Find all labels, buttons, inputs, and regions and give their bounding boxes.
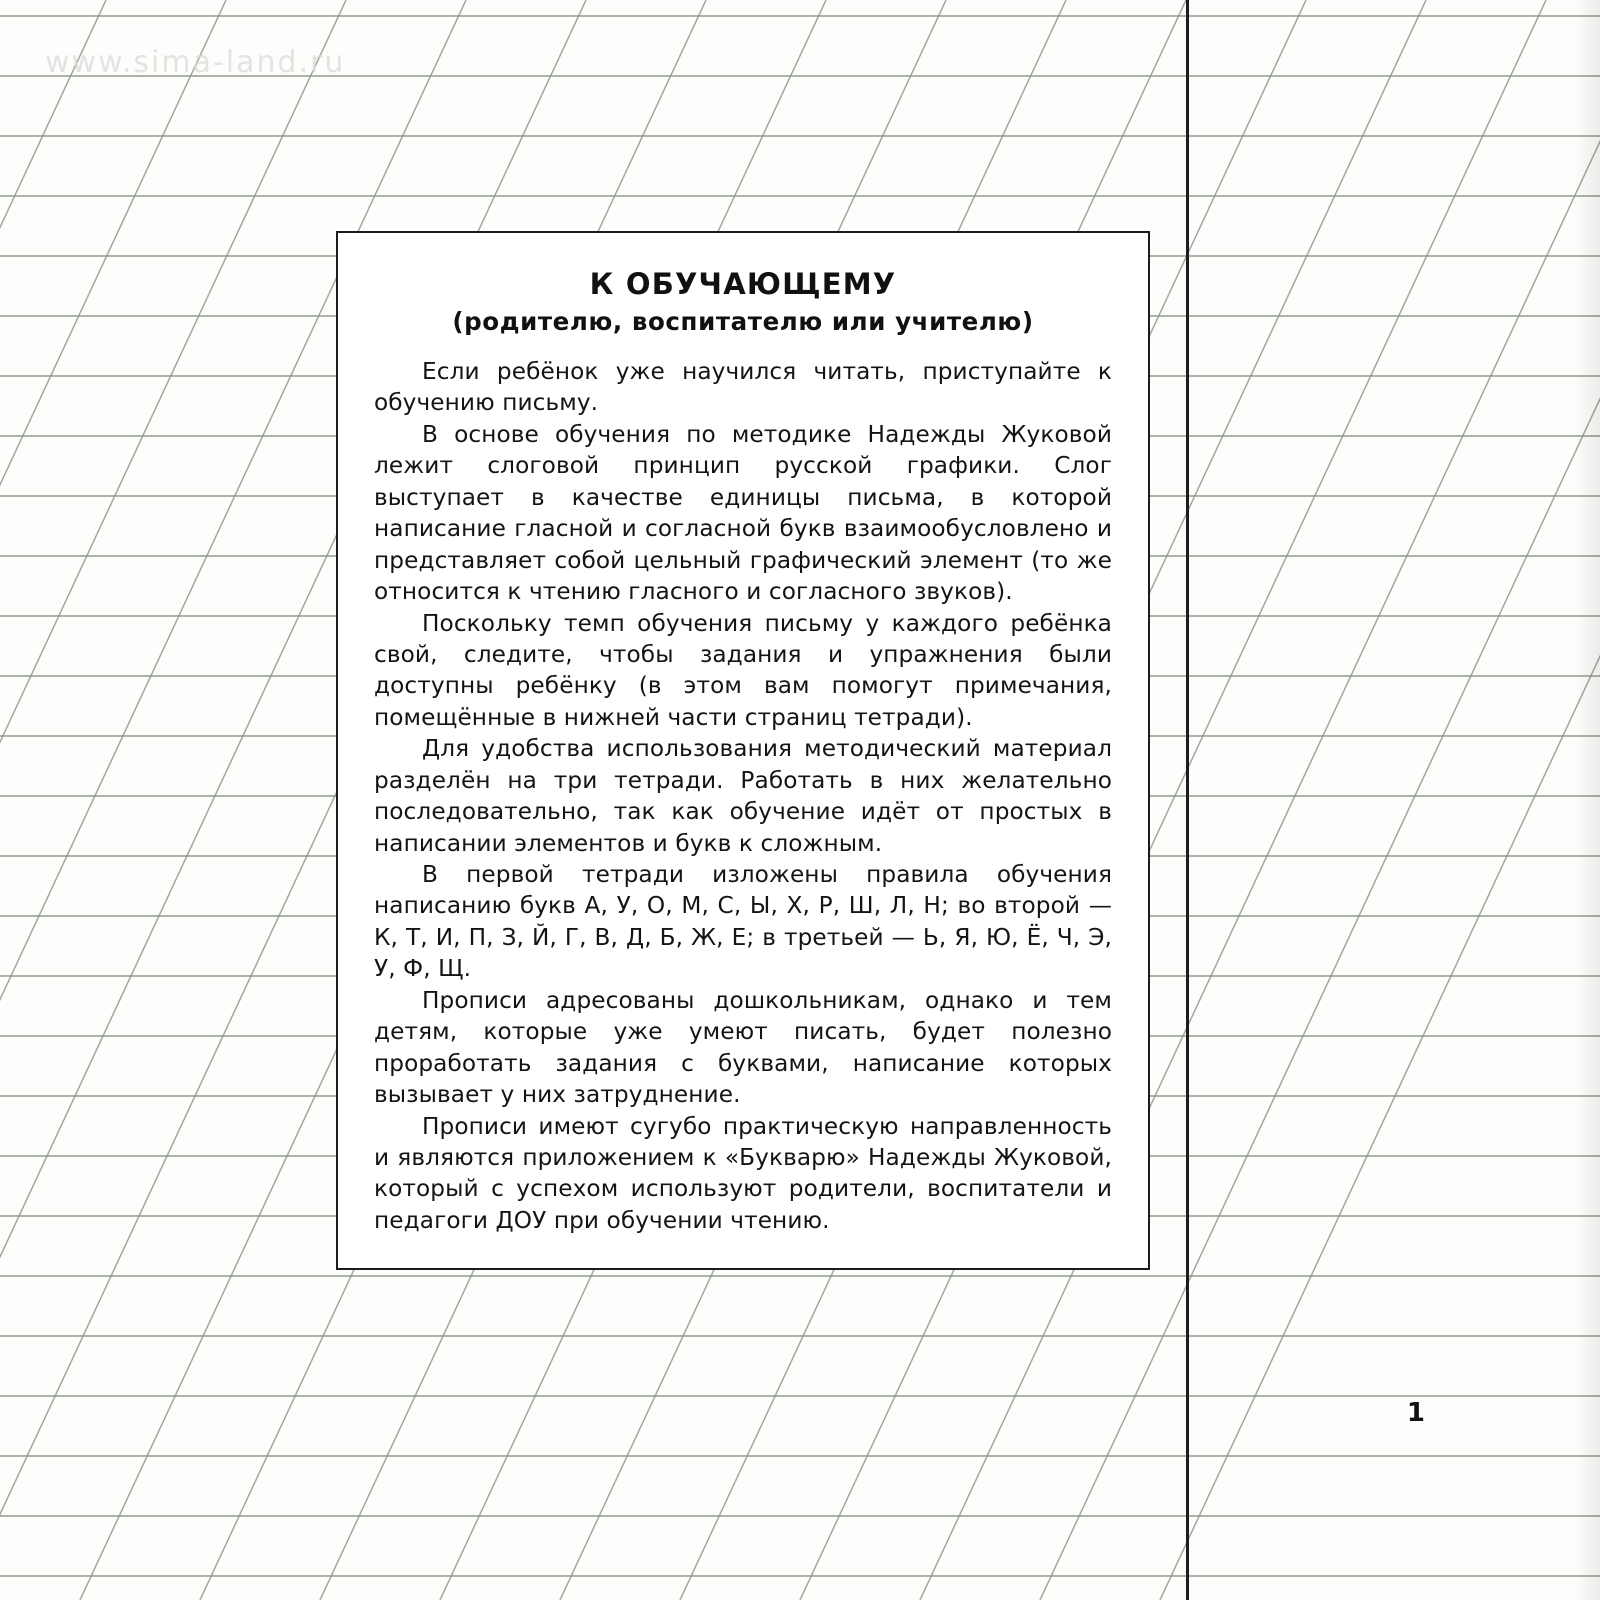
paragraph: Для удобства использования методический материал разделён на три тетради. Работать в них желательно последовательно, так как обучение идёт от простых в написании элементов и букв к сложным. [374,735,1112,857]
instruction-panel [336,231,1150,1270]
panel-subtitle: (родителю, воспитателю или учителю) [452,307,1034,336]
page-edge-shadow [1574,0,1600,1600]
paragraph: Если ребёнок уже научился читать, приступайте к обучению письму. [374,358,1112,417]
paragraph: В основе обучения по методике Надежды Жуковой лежит слоговой принцип русской графики. Слог выступает в качестве единицы письма, в которой написание гласной и согласной букв взаимообусловлено и представляет собой цельный графический элемент (то же относится к чтению гласного и согласного звуков). [374,420,1112,606]
paragraph: Прописи имеют сугубо практическую направленность и являются приложением к «Букварю» Надежды Жуковой, который с успехом используют родители, воспитатели и педагоги ДОУ при обучении чтению. [374,1112,1112,1234]
page-number: 1 [1406,1398,1425,1428]
paragraph: Прописи адресованы дошкольникам, однако и тем детям, которые уже умеют писать, будет полезно проработать задания с буквами, написание которых вызывает у них затруднение. [374,986,1112,1109]
paragraph: В первой тетради изложены правила обучения написанию букв А, У, О, М, С, Ы, Х, Р, Ш, Л, Н; во второй — К, Т, И, П, З, Й, Г, В, Д, Б, Ж, Е; в третьей — Ь, Я, Ю, Ё, Ч, Э, У, Ф, Щ. [374,861,1112,983]
margin-rule-line [1186,0,1189,1600]
watermark-text: www.sima-land.ru [45,45,346,80]
panel-body [374,356,1112,1236]
panel-title: К ОБУЧАЮЩЕМУ [589,267,897,301]
paragraph: Поскольку темп обучения письму у каждого ребёнка свой, следите, чтобы задания и упражнения были доступны ребёнку (в этом вам помогут примечания, помещённые в нижней части страниц тетради). [374,609,1112,731]
